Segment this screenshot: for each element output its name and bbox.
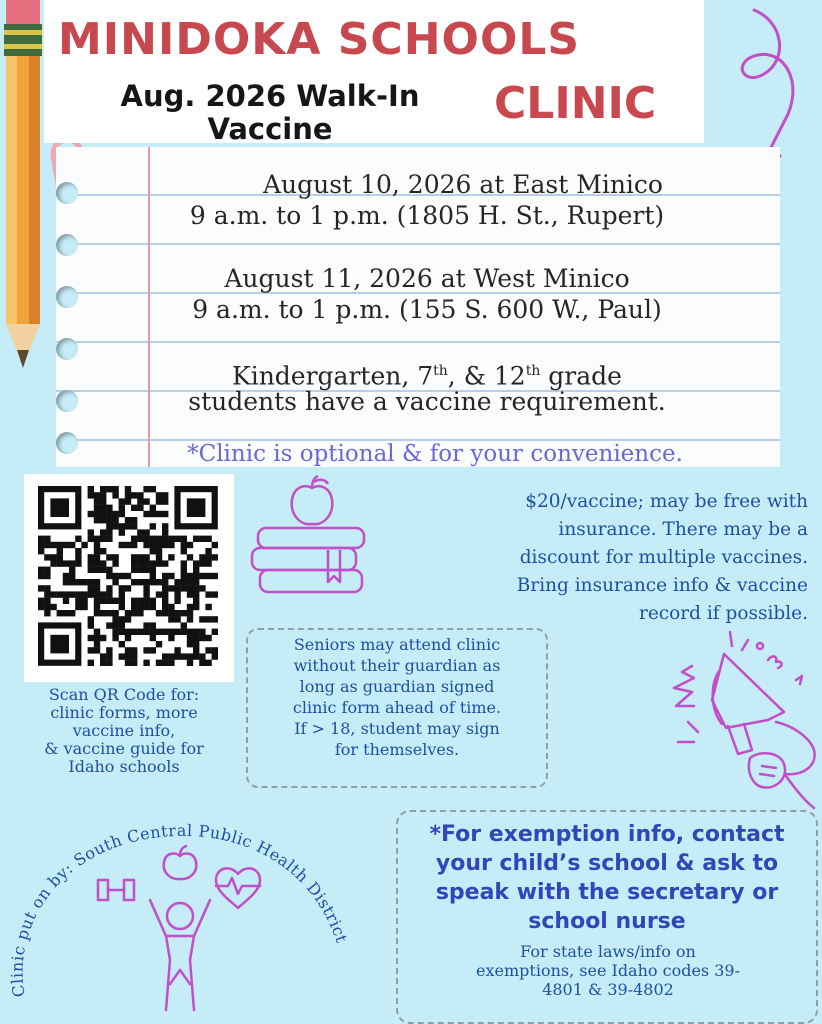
healthy-person-icon (98, 846, 260, 1010)
exemption-laws: For state laws/info on exemptions, see Idaho codes 39- 4801 & 39-4802 (476, 942, 740, 999)
title-clinic: CLINIC (494, 78, 657, 129)
binder-hole (56, 286, 78, 308)
sponsor-text: Clinic put on by: South Central Public Health District (7, 820, 352, 999)
megaphone-icon (664, 626, 820, 812)
binder-hole (56, 432, 78, 454)
page-title: MINIDOKA SCHOOLS (58, 14, 581, 65)
qr-code-image (24, 474, 234, 682)
subtitle-line-1: Aug. 2026 Walk-In (120, 79, 420, 113)
exemption-contact: *For exemption info, contact your child’s school & ask to speak with the secretary or school nurse (429, 822, 785, 934)
clinic-time-west: 9 a.m. to 1 p.m. (155 S. 600 W., Paul) (192, 295, 662, 324)
binder-hole (56, 234, 78, 256)
clinic-date-west: August 11, 2026 at West Minico (224, 264, 630, 293)
pencil-icon (0, 0, 48, 372)
price-info: $20/vaccine; may be free with insurance. There may be a discount for multiple vaccines. Bring insurance info & vaccine record if possible. (516, 491, 808, 624)
grade-requirement: Kindergarten, 7th, & 12th grade (232, 361, 622, 391)
qr-code[interactable] (24, 474, 234, 682)
vaccine-requirement: students have a vaccine requirement. (188, 387, 666, 416)
seniors-info-text: Seniors may attend clinic without their guardian as long as guardian signed clinic form ahead of time. If > 18, student may sign for themselves. (292, 635, 502, 759)
clinic-date-east: August 10, 2026 at East Minico (263, 170, 663, 199)
binder-hole (56, 338, 78, 360)
clinic-time-east: 9 a.m. to 1 p.m. (1805 H. St., Rupert) (189, 201, 665, 230)
books-apple-icon (248, 474, 372, 602)
optional-note: *Clinic is optional & for your convenience. (187, 441, 683, 467)
binder-hole (56, 390, 78, 412)
sponsor-arc (0, 800, 380, 1024)
page-subtitle (42, 80, 498, 146)
subtitle-line-2: Vaccine (207, 112, 333, 146)
binder-hole (56, 182, 78, 204)
qr-caption: Scan QR Code for: clinic forms, more vaccine info, & vaccine guide for Idaho schools (44, 685, 204, 776)
